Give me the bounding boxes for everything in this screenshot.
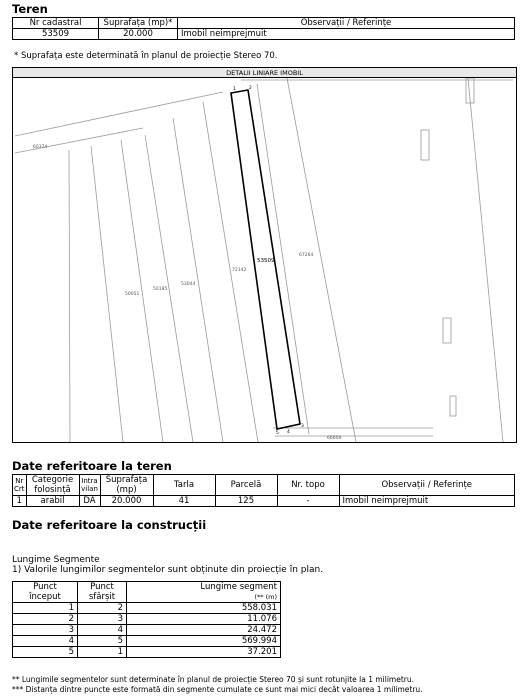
- teren-table-header: [13, 18, 515, 29]
- header-intravilan: Intra vilan: [79, 475, 100, 496]
- point-label-5: 5: [276, 431, 279, 436]
- date-teren-heading: Date referitoare la teren: [12, 459, 172, 473]
- neighbor-boundary-line: [203, 102, 258, 442]
- table-row: [13, 496, 515, 507]
- cell-punct-sfarsit: 1: [78, 647, 127, 658]
- cell-punct-sfarsit: 4: [78, 625, 127, 636]
- cell-lungime: 558.031: [127, 603, 281, 614]
- segmente-note-1: ** Lungimile segmentelor sunt determinate în planul de proiecție Stereo 70 și sunt rotunjite la 1 milimetru.: [12, 675, 414, 684]
- neighbor-boundary-line: [15, 92, 223, 136]
- point-label-3: 3: [301, 424, 304, 429]
- point-label-2: 2: [249, 86, 252, 91]
- cell-categorie: arabil: [26, 496, 79, 507]
- neighbor-building: [421, 130, 429, 160]
- label-parcel-66609: 66609: [327, 436, 342, 441]
- cell-suprafata: 20.000: [99, 29, 178, 40]
- neighbor-boundary-line: [173, 118, 223, 442]
- teren-note: * Suprafața este determinată în planul de proiecție Stereo 70.: [14, 51, 278, 61]
- label-parcel-53044: 53044: [181, 282, 196, 287]
- cell-punct-sfarsit: 3: [78, 614, 127, 625]
- cell-suprafata-teren: 20.000: [100, 496, 153, 507]
- cell-observatii-teren: Imobil neimprejmuit: [339, 496, 514, 507]
- cell-tarla: 41: [153, 496, 215, 507]
- cell-lungime: 24.472: [127, 625, 281, 636]
- header-punct-inceput: Punct început: [13, 582, 78, 603]
- label-parcel-60374: 60374: [33, 145, 48, 150]
- label-parcel-67264: 67264: [299, 253, 314, 258]
- parcel-map: [13, 78, 516, 442]
- header-parcela: Parcelă: [215, 475, 277, 496]
- cell-punct-sfarsit: 5: [78, 636, 127, 647]
- segmente-subtitle: 1) Valorile lungimilor segmentelor sunt obținute din proiecție în plan.: [12, 565, 324, 575]
- table-row: [13, 636, 281, 647]
- teren-heading: Teren: [12, 2, 48, 16]
- header-suprafata-teren: Suprafața (mp): [100, 475, 153, 496]
- neighbor-building: [450, 396, 456, 416]
- header-punct-sfarsit: Punct sfârșit: [78, 582, 127, 603]
- neighbor-boundary-line: [69, 150, 70, 442]
- label-parcel-50051: 50051: [125, 292, 140, 297]
- header-observatii-teren: Observații / Referințe: [339, 475, 514, 496]
- segmente-note-2: *** Distanța dintre puncte este formată din segmente cumulate ce sunt mai mici decât valoarea 1 milimetru.: [12, 685, 423, 694]
- date-teren-table: [12, 474, 515, 507]
- neighbor-boundary-line: [91, 146, 123, 442]
- table-row: [13, 29, 515, 40]
- header-suprafata: Suprafața (mp)*: [99, 18, 178, 29]
- cell-intravilan: DA: [79, 496, 100, 507]
- point-label-1: 1: [233, 87, 236, 92]
- neighbor-boundary-line: [468, 78, 503, 442]
- table-row: [13, 625, 281, 636]
- header-observatii: Observații / Referințe: [178, 18, 515, 29]
- cell-nr-topo: -: [277, 496, 339, 507]
- header-tarla: Tarla: [153, 475, 215, 496]
- cell-lungime: 11.076: [127, 614, 281, 625]
- cell-punct-inceput: 1: [13, 603, 78, 614]
- cell-punct-inceput: 3: [13, 625, 78, 636]
- cell-punct-inceput: 4: [13, 636, 78, 647]
- cell-punct-inceput: 2: [13, 614, 78, 625]
- teren-table: [12, 17, 515, 40]
- map-frame: [12, 77, 517, 443]
- neighbor-boundary-line: [287, 78, 356, 442]
- header-categorie: Categorie folosință: [26, 475, 79, 496]
- header-nr-crt: Nr Crt: [13, 475, 27, 496]
- table-row: [13, 603, 281, 614]
- cell-nr-crt: 1: [13, 496, 27, 507]
- segmente-table: [12, 581, 281, 658]
- table-row: [13, 614, 281, 625]
- table-row: [13, 647, 281, 658]
- label-parcel-72142: 72142: [232, 268, 247, 273]
- cell-punct-sfarsit: 2: [78, 603, 127, 614]
- header-lungime-segment: Lungime segment (** (m): [127, 582, 281, 603]
- date-constructii-heading: Date referitoare la construcții: [12, 518, 207, 532]
- date-teren-header: [13, 475, 515, 496]
- header-nr-topo: Nr. topo: [277, 475, 339, 496]
- neighbor-building: [443, 318, 451, 343]
- point-label-4: 4: [287, 430, 290, 435]
- cell-parcela: 125: [215, 496, 277, 507]
- map-title: DETALII LINIARE IMOBIL: [12, 67, 517, 78]
- cell-nr-cadastral: 53509: [13, 29, 99, 40]
- cell-punct-inceput: 5: [13, 647, 78, 658]
- cell-observatii: Imobil neimprejmuit: [178, 29, 515, 40]
- segmente-title: Lungime Segmente: [12, 555, 100, 565]
- segmente-header: [13, 582, 281, 603]
- label-parcel-50185: 50185: [153, 287, 168, 292]
- cell-lungime: 37.201: [127, 647, 281, 658]
- label-parcel-53509: 53509: [257, 258, 275, 264]
- cell-lungime: 569.994: [127, 636, 281, 647]
- header-nr-cadastral: Nr cadastral: [13, 18, 99, 29]
